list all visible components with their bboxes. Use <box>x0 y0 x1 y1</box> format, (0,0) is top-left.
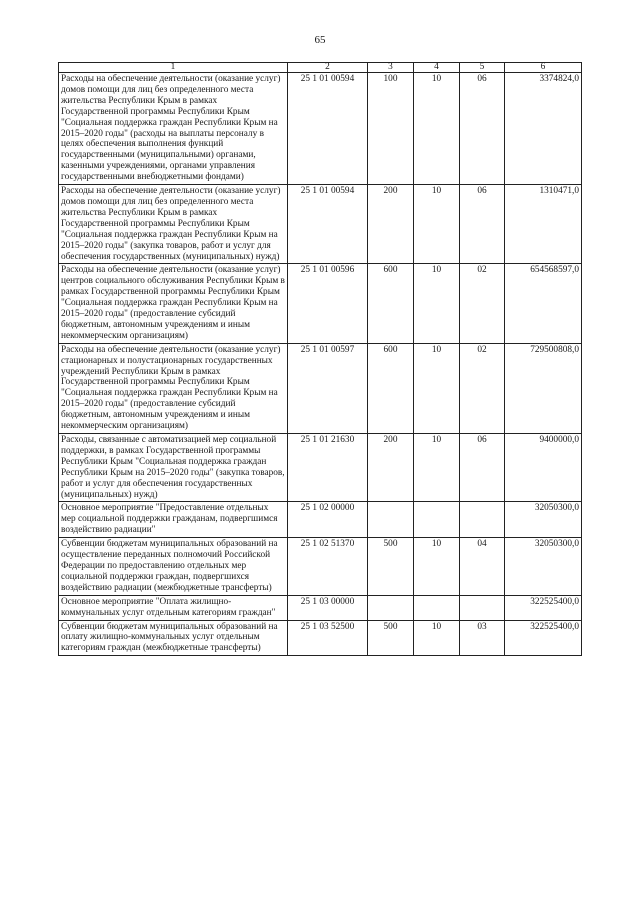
row-expense-type: 500 <box>368 538 414 596</box>
row-amount: 322525400,0 <box>505 595 582 620</box>
table-header-row <box>59 63 582 73</box>
row-amount: 1310471,0 <box>505 185 582 264</box>
row-amount: 9400000,0 <box>505 434 582 502</box>
row-name: Основное мероприятие "Оплата жилищно-коммунальных услуг отдельным категориям граждан" <box>59 595 288 620</box>
column-header-6: 6 <box>505 63 582 73</box>
row-expense-type: 600 <box>368 264 414 343</box>
row-name: Основное мероприятие "Предоставление отдельных мер социальной поддержки гражданам, подвергшимся воздействию радиации" <box>59 502 288 538</box>
row-expense-type <box>368 595 414 620</box>
table-row <box>59 434 582 502</box>
row-amount: 322525400,0 <box>505 620 582 656</box>
row-target-code: 25 1 01 00594 <box>288 73 368 185</box>
row-subsection: 06 <box>460 73 505 185</box>
row-amount: 654568597,0 <box>505 264 582 343</box>
row-section: 10 <box>414 264 460 343</box>
row-name: Расходы на обеспечение деятельности (оказание услуг) центров социального обслуживания Республики Крым в рамках Государственной программы Республики Крым "Социальная поддержка граждан Республики Крым на 2015–2020 годы" (предоставление субсидий бюджетным, автономным учреждениям и иным некоммерческим организациям) <box>59 264 288 343</box>
row-name: Расходы на обеспечение деятельности (оказание услуг) стационарных и полустационарных государственных учреждений Республики Крым в рамках Государственной программы Республики Крым "Социальная поддержка граждан Республики Крым на 2015–2020 годы" (предоставление субсидий бюджетным, автономным учреждениям и иным некоммерческим организациям) <box>59 343 288 433</box>
row-section: 10 <box>414 343 460 433</box>
row-name: Субвенции бюджетам муниципальных образований на оплату жилищно-коммунальных услуг отдельным категориям граждан (межбюджетные трансферты) <box>59 620 288 656</box>
table-row <box>59 620 582 656</box>
row-section: 10 <box>414 73 460 185</box>
row-target-code: 25 1 03 00000 <box>288 595 368 620</box>
row-target-code: 25 1 01 21630 <box>288 434 368 502</box>
column-header-3: 3 <box>368 63 414 73</box>
row-name: Субвенции бюджетам муниципальных образований на осуществление переданных полномочий Российской Федерации по предоставлению отдельных мер социальной поддержки граждан, подвергшихся воздействию радиации (межбюджетные трансферты) <box>59 538 288 596</box>
row-target-code: 25 1 02 51370 <box>288 538 368 596</box>
table-row <box>59 185 582 264</box>
column-header-1: 1 <box>59 63 288 73</box>
row-section: 10 <box>414 185 460 264</box>
row-target-code: 25 1 01 00594 <box>288 185 368 264</box>
row-target-code: 25 1 01 00597 <box>288 343 368 433</box>
row-expense-type <box>368 502 414 538</box>
row-target-code: 25 1 01 00596 <box>288 264 368 343</box>
column-header-5: 5 <box>460 63 505 73</box>
row-expense-type: 100 <box>368 73 414 185</box>
row-target-code: 25 1 03 52500 <box>288 620 368 656</box>
row-subsection: 06 <box>460 185 505 264</box>
row-subsection <box>460 502 505 538</box>
row-section: 10 <box>414 620 460 656</box>
row-subsection: 02 <box>460 343 505 433</box>
table-row <box>59 538 582 596</box>
row-expense-type: 500 <box>368 620 414 656</box>
budget-table <box>58 62 582 656</box>
row-name: Расходы на обеспечение деятельности (оказание услуг) домов помощи для лиц без определенного места жительства Республики Крым в рамках Государственной программы Республики Крым "Социальная поддержка граждан Республики Крым на 2015–2020 годы" (расходы на выплаты персоналу в целях обеспечения выполнения функций государственными (муниципальными) органами, казенными учреждениями, органами управления государственными внебюджетными фондами) <box>59 73 288 185</box>
page-number: 65 <box>314 34 326 46</box>
table-row <box>59 595 582 620</box>
row-amount: 32050300,0 <box>505 502 582 538</box>
row-name: Расходы, связанные с автоматизацией мер социальной поддержки, в рамках Государственной программы Республики Крым "Социальная поддержка граждан Республики Крым на 2015–2020 годы" (закупка товаров, работ и услуг для обеспечения государственных (муниципальных) нужд) <box>59 434 288 502</box>
row-section: 10 <box>414 538 460 596</box>
row-section <box>414 595 460 620</box>
row-amount: 3374824,0 <box>505 73 582 185</box>
row-expense-type: 200 <box>368 185 414 264</box>
row-expense-type: 600 <box>368 343 414 433</box>
row-target-code: 25 1 02 00000 <box>288 502 368 538</box>
row-name: Расходы на обеспечение деятельности (оказание услуг) домов помощи для лиц без определенного места жительства Республики Крым в рамках Государственной программы Республики Крым "Социальная поддержка граждан Республики Крым на 2015–2020 годы" (закупка товаров, работ и услуг для обеспечения государственных (муниципальных) нужд) <box>59 185 288 264</box>
table-row <box>59 343 582 433</box>
column-header-4: 4 <box>414 63 460 73</box>
row-subsection: 03 <box>460 620 505 656</box>
row-expense-type: 200 <box>368 434 414 502</box>
column-header-2: 2 <box>288 63 368 73</box>
row-section: 10 <box>414 434 460 502</box>
table-row <box>59 502 582 538</box>
row-subsection: 06 <box>460 434 505 502</box>
table-row <box>59 264 582 343</box>
row-section <box>414 502 460 538</box>
row-amount: 729500808,0 <box>505 343 582 433</box>
table-row <box>59 73 582 185</box>
row-subsection: 02 <box>460 264 505 343</box>
row-subsection: 04 <box>460 538 505 596</box>
row-subsection <box>460 595 505 620</box>
row-amount: 32050300,0 <box>505 538 582 596</box>
